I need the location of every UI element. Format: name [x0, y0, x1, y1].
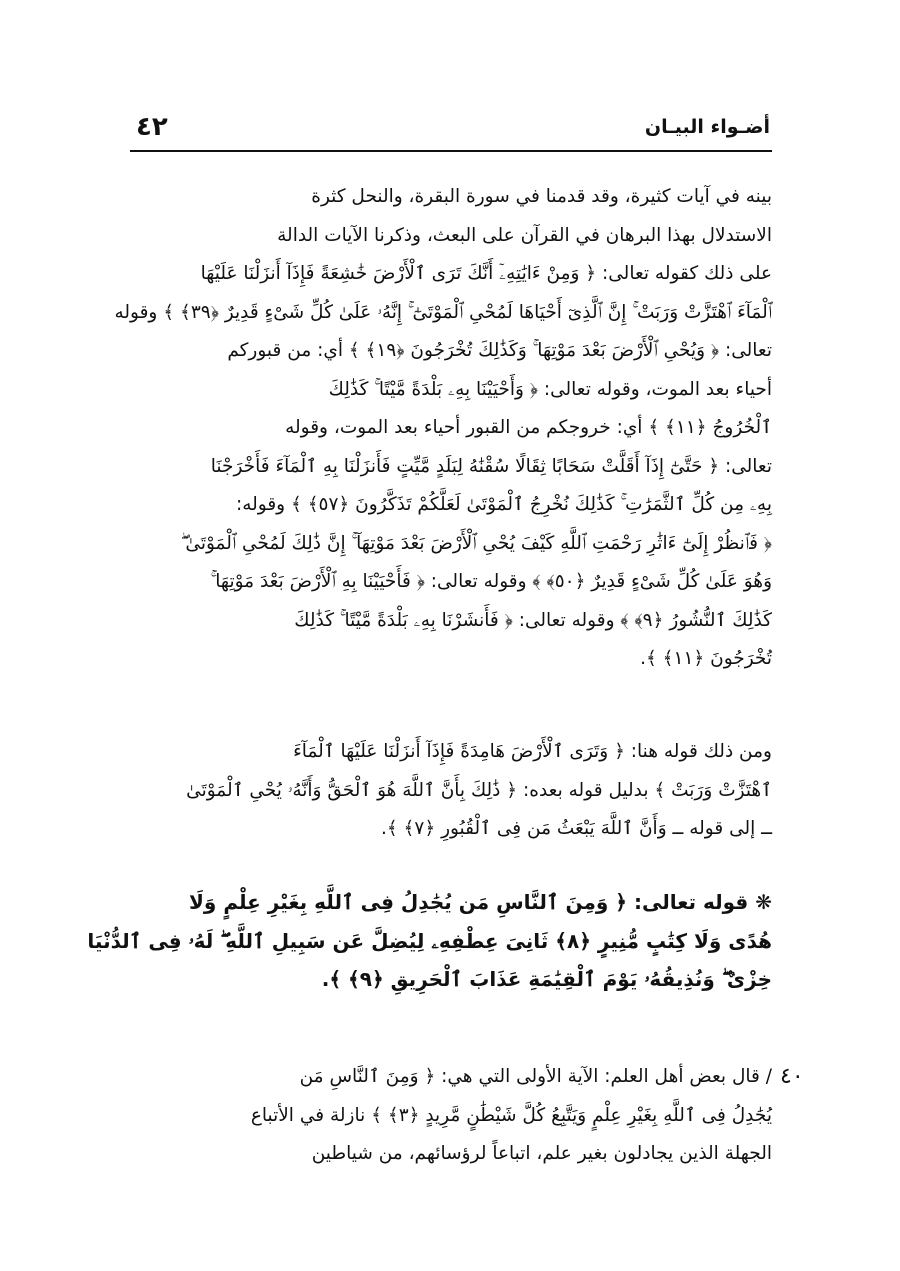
text-line: يُجَٰدِلُ فِى ٱللَّهِ بِغَيْرِ عِلْمٍ وَيَتَّبِعُ كُلَّ شَيْطَٰنٍ مَّرِيدٍ ﴿٣﴾ ﴾ نازلة في الأتباع: [250, 1104, 772, 1126]
text-line: أحياء بعد الموت، وقوله تعالى: ﴿ وَأَحْيَيْنَا بِهِۦ بَلْدَةً مَّيْتًا ۚ كَذَٰلِكَ: [328, 378, 772, 400]
text-line: خِزْىٌ ۖ وَنُذِيقُهُۥ يَوْمَ ٱلْقِيَٰمَةِ عَذَابَ ٱلْحَرِيقِ ﴿٩﴾ ﴾.: [321, 967, 772, 991]
text-line: وَهُوَ عَلَىٰ كُلِّ شَىْءٍ قَدِيرٌ ﴿٥٠﴾ ﴾ وقوله تعالى: ﴿ فَأَحْيَيْنَا بِهِ ٱلْأَرْضَ بَعْدَ مَوْتِهَا ۚ: [210, 571, 772, 592]
text-line: تعالى: ﴿ حَتَّىٰٓ إِذَآ أَقَلَّتْ سَحَابًا ثِقَالًا سُقْنَٰهُ لِبَلَدٍ مَّيِّتٍ فَأَنزَلْنَا بِهِ ٱلْمَآءَ فَأَخْرَجْنَا: [210, 455, 772, 477]
text-line: ﴿ فَٱنظُرْ إِلَىٰٓ ءَاثَٰرِ رَحْمَتِ ٱللَّهِ كَيْفَ يُحْىِ ٱلْأَرْضَ بَعْدَ مَوْتِهَآ ۚ إِنَّ ذَٰلِكَ لَمُحْىِ ٱلْمَوْتَىٰ ۖ: [180, 532, 772, 554]
verse-heading-paragraph: [87, 883, 772, 999]
text-line: الاستدلال بهذا البرهان في القرآن على البعث، وذكرنا الآيات الدالة: [277, 224, 772, 246]
paragraph-1: [114, 178, 772, 679]
running-header: [130, 112, 772, 146]
book-title: أضـواء البيـان: [644, 116, 770, 138]
paragraph-4: [130, 1058, 772, 1174]
header-rule: [130, 150, 772, 152]
text-line: تُخْرَجُونَ ﴿١١﴾ ﴾.: [640, 648, 772, 669]
text-line: الجهلة الذين يجادلون بغير علم، اتباعاً لرؤسائهم، من شياطين: [311, 1143, 772, 1164]
text-line: ٱلْخُرُوجُ ﴿١١﴾ ﴾ أي: خروجكم من القبور أحياء بعد الموت، وقوله: [285, 417, 772, 438]
text-line: / قال بعض أهل العلم: الآية الأولى التي هي: ﴿ وَمِنَ ٱلنَّاسِ مَن: [299, 1066, 772, 1087]
text-line: على ذلك كقوله تعالى: ﴿ وَمِنْ ءَايَٰتِهِۦٓ أَنَّكَ تَرَى ٱلْأَرْضَ خَٰشِعَةً فَإِذَآ أَنزَلْنَا عَلَيْهَا: [200, 263, 772, 284]
text-line: كَذَٰلِكَ ٱلنُّشُورُ ﴿٩﴾ ﴾ وقوله تعالى: ﴿ فَأَنشَرْنَا بِهِۦ بَلْدَةً مَّيْتًا ۚ كَذَٰلِكَ: [294, 609, 772, 631]
paragraph-2: [130, 733, 772, 849]
text-line: ٱلْمَآءَ ٱهْتَزَّتْ وَرَبَتْ ۚ إِنَّ ٱلَّذِىٓ أَحْيَاهَا لَمُحْىِ ٱلْمَوْتَىٰٓ ۚ إِنَّهُۥ عَلَىٰ كُلِّ شَىْءٍ قَدِيرٌ ﴿٣٩﴾ ﴾ وقوله: [114, 301, 772, 323]
margin-page-reference: ٤٠: [780, 1064, 804, 1089]
text-line: ومن ذلك قوله هنا: ﴿ وَتَرَى ٱلْأَرْضَ هَامِدَةً فَإِذَآ أَنزَلْنَا عَلَيْهَا ٱلْمَآءَ: [293, 741, 772, 762]
text-line: ٱهْتَزَّتْ وَرَبَتْ ﴾ بدليل قوله بعده: ﴿ ذَٰلِكَ بِأَنَّ ٱللَّهَ هُوَ ٱلْحَقُّ وَأَنَّهُۥ يُحْىِ ٱلْمَوْتَىٰ: [186, 779, 772, 801]
text-line: تعالى: ﴿ وَيُحْىِ ٱلْأَرْضَ بَعْدَ مَوْتِهَا ۚ وَكَذَٰلِكَ تُخْرَجُونَ ﴿١٩﴾ ﴾ أي: من قبوركم: [227, 340, 772, 361]
text-line: بِهِۦ مِن كُلِّ ٱلثَّمَرَٰتِ ۚ كَذَٰلِكَ نُخْرِجُ ٱلْمَوْتَىٰ لَعَلَّكُمْ تَذَكَّرُونَ ﴿٥٧﴾ ﴾ وقوله:: [235, 494, 772, 515]
text-line: ❋ قوله تعالى: ﴿ وَمِنَ ٱلنَّاسِ مَن يُجَٰدِلُ فِى ٱللَّهِ بِغَيْرِ عِلْمٍ وَلَا: [189, 890, 772, 914]
page-number: ٤٢: [136, 112, 168, 142]
text-line: ــ إلى قوله ــ وَأَنَّ ٱللَّهَ يَبْعَثُ مَن فِى ٱلْقُبُورِ ﴿٧﴾ ﴾.: [380, 818, 772, 839]
text-line: بينه في آيات كثيرة، وقد قدمنا في سورة البقرة، والنحل كثرة: [311, 186, 772, 207]
text-line: هُدًى وَلَا كِتَٰبٍ مُّنِيرٍ ﴿٨﴾ ثَانِىَ عِطْفِهِۦ لِيُضِلَّ عَن سَبِيلِ ٱللَّهِ ۖ لَهُۥ فِى ٱلدُّنْيَا: [87, 928, 772, 953]
